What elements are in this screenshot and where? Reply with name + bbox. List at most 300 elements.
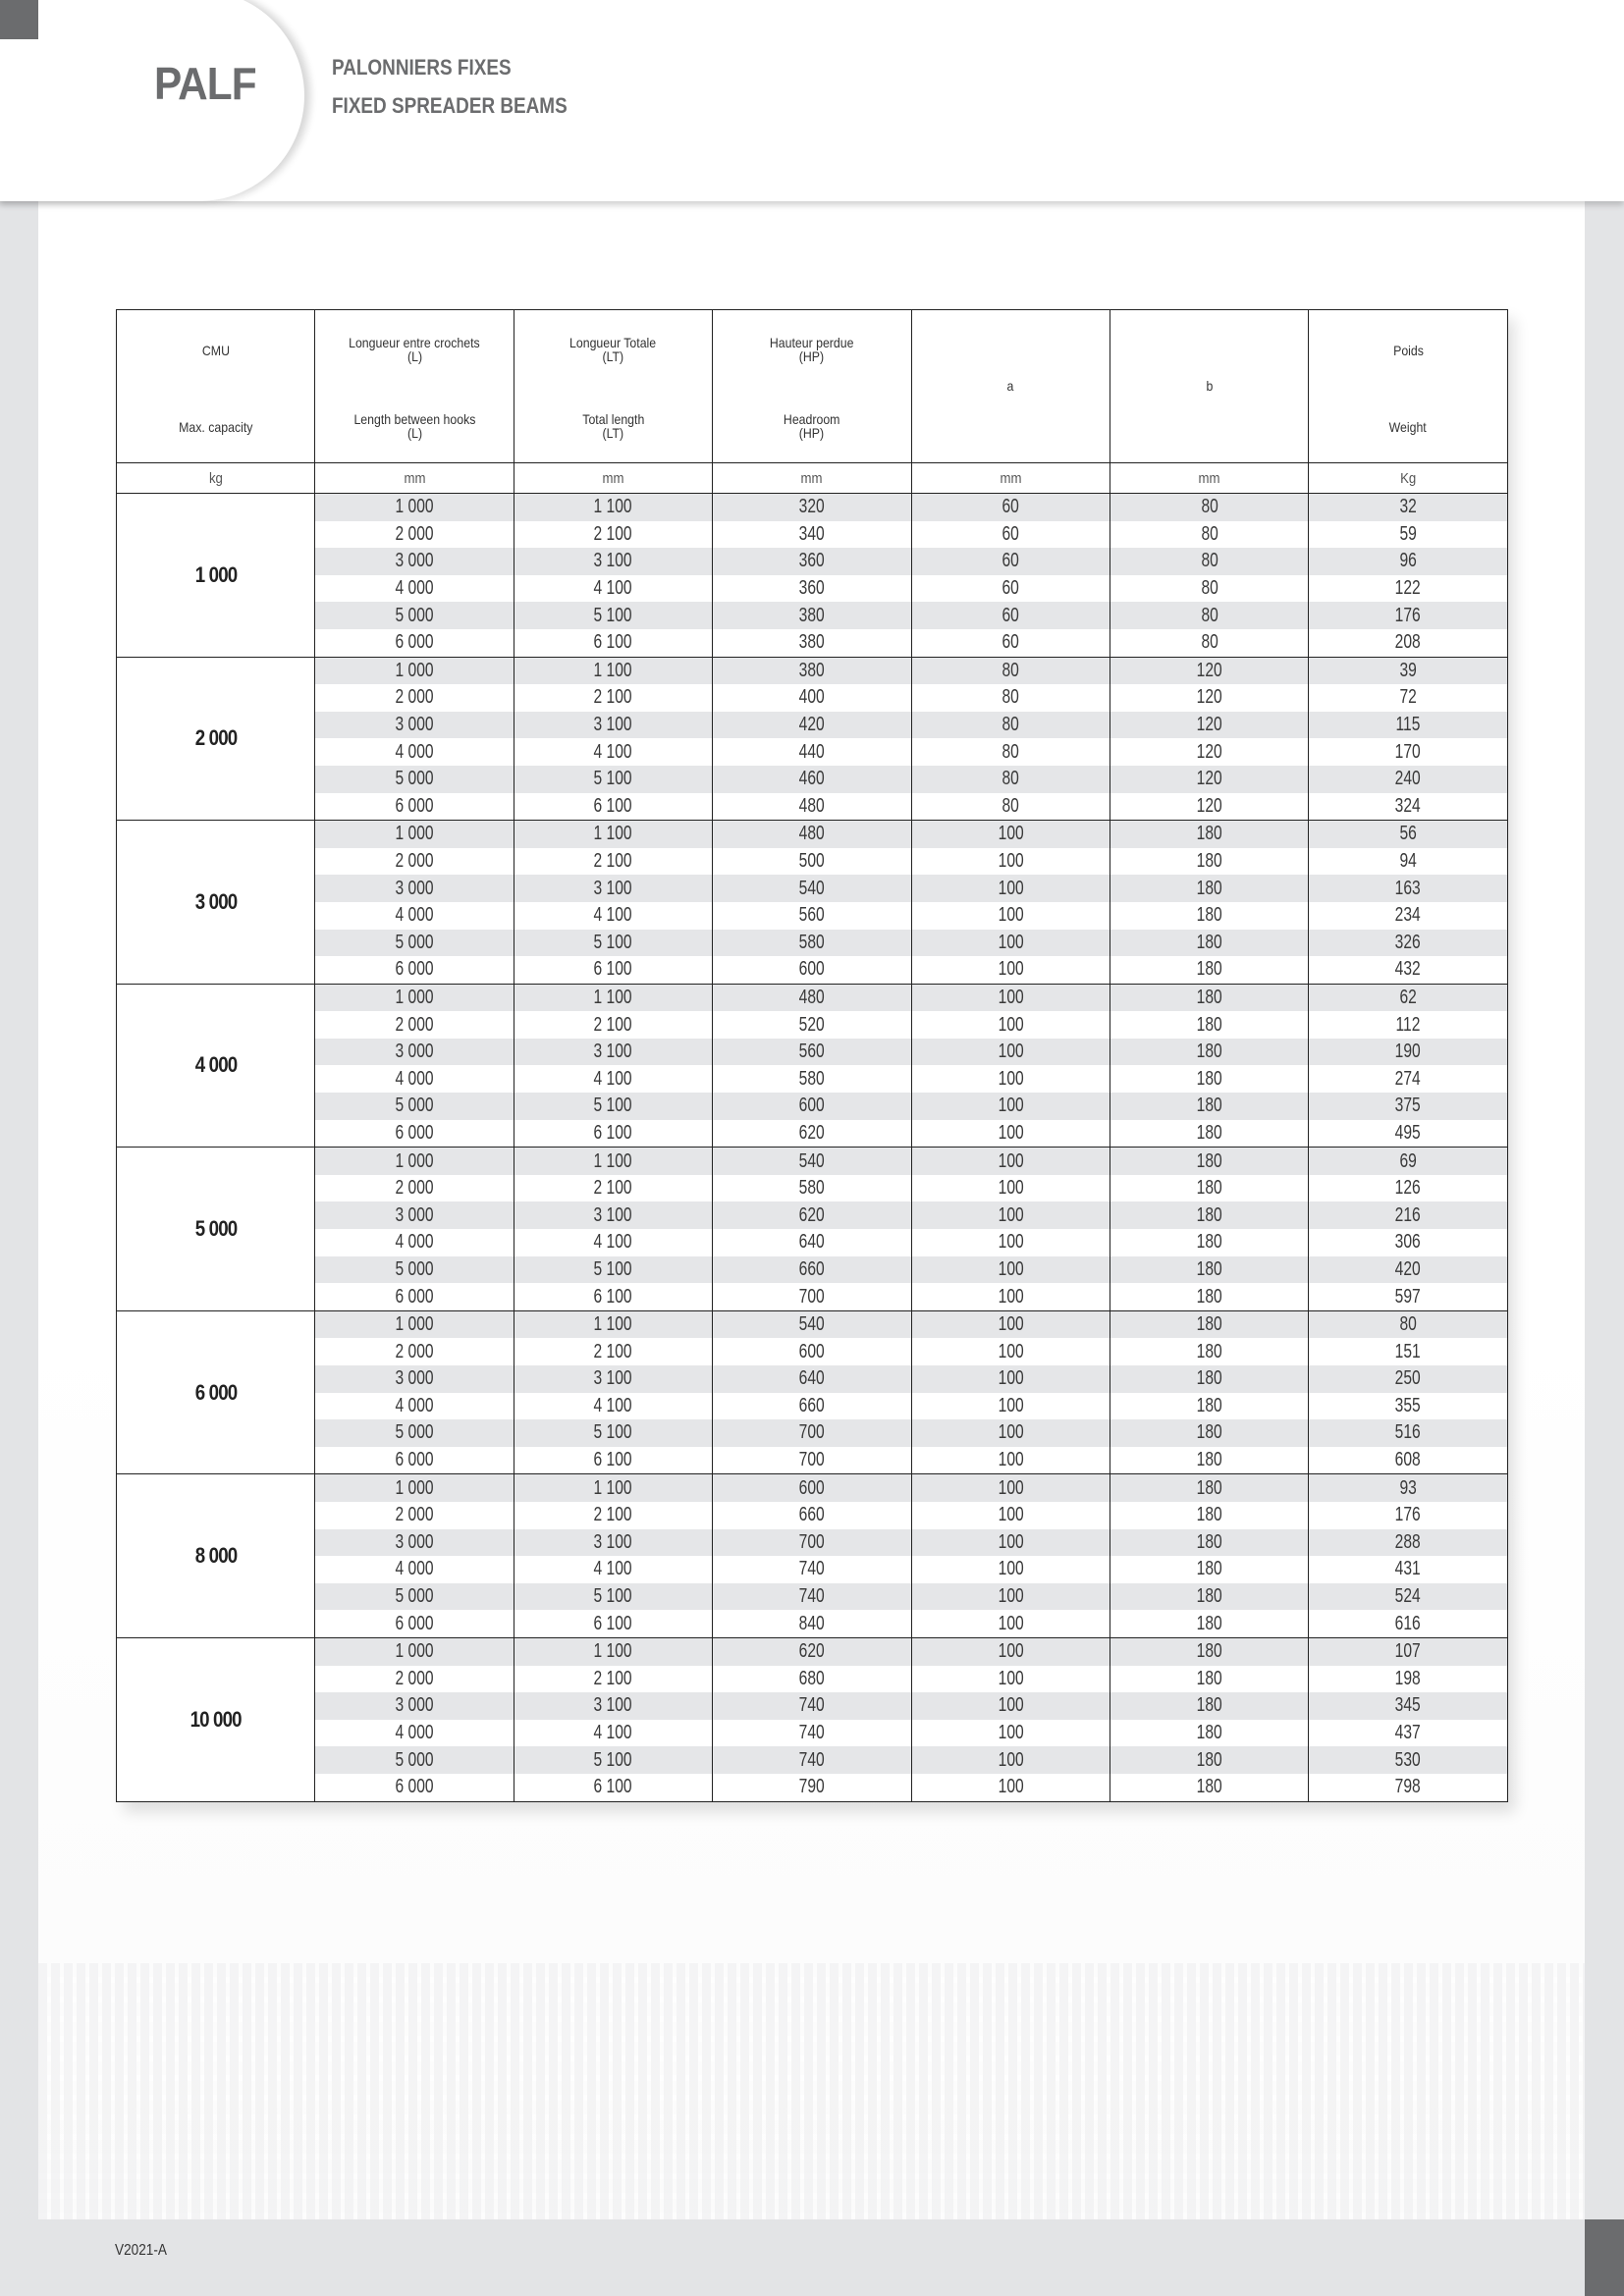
cell-a (911, 1148, 1110, 1175)
cell-value: 3 000 (395, 1041, 434, 1063)
cell-total-length (514, 1175, 712, 1202)
column-header-length-between-hooks (315, 310, 514, 463)
cell-value: 6 100 (593, 1449, 632, 1471)
cmu-capacity-cell (117, 1474, 315, 1638)
cell-length-between-hooks (315, 1692, 514, 1720)
header-row (117, 310, 1508, 463)
cell-length-between-hooks (315, 1746, 514, 1774)
title-french: PALONNIERS FIXES (332, 55, 512, 80)
cell-length-between-hooks (315, 1774, 514, 1801)
cell-value: 2 000 (395, 686, 434, 709)
cell-value: 180 (1196, 1421, 1222, 1444)
cell-value: 608 (1395, 1449, 1422, 1471)
cell-length-between-hooks (315, 875, 514, 902)
cell-weight (1309, 956, 1507, 984)
cell-a (911, 1746, 1110, 1774)
cell-a (911, 1720, 1110, 1747)
cell-headroom (713, 494, 911, 521)
cell-value: 5 100 (593, 1748, 632, 1771)
cell-weight (1309, 1393, 1507, 1420)
cell-weight (1309, 1556, 1507, 1583)
cell-value: 6 100 (593, 958, 632, 981)
cell-value: 495 (1395, 1121, 1422, 1144)
cell-value: 100 (998, 904, 1024, 927)
cell-length-between-hooks (315, 1283, 514, 1310)
cell-value: 100 (998, 1340, 1024, 1362)
cell-a (911, 766, 1110, 793)
cell-value: 540 (798, 877, 825, 899)
cell-headroom (713, 1610, 911, 1637)
cell-value: 4 000 (395, 1231, 434, 1254)
cell-length-between-hooks (315, 1447, 514, 1474)
cell-value: 180 (1196, 1041, 1222, 1063)
cell-total-length (514, 738, 712, 766)
cell-weight (1309, 793, 1507, 821)
cell-value: 2 000 (395, 1013, 434, 1036)
cell-value: 180 (1196, 931, 1222, 953)
cell-value: 100 (998, 931, 1024, 953)
cell-value: 112 (1395, 1013, 1421, 1036)
cell-value: 345 (1395, 1694, 1422, 1717)
cell-value: 620 (798, 1203, 825, 1226)
cell-value: 100 (998, 1013, 1024, 1036)
unit-label: mm (602, 469, 624, 487)
table-row (117, 629, 1508, 657)
cell-value: 180 (1196, 1340, 1222, 1362)
cell-value: 100 (998, 1285, 1024, 1308)
cell-value: 120 (1196, 714, 1222, 736)
cell-length-between-hooks (315, 1610, 514, 1637)
header-label-fr: Longueur Totale (569, 335, 657, 350)
cell-value: 840 (798, 1612, 825, 1634)
cell-value: 100 (998, 1748, 1024, 1771)
cell-value: 180 (1196, 1722, 1222, 1744)
cell-value: 480 (798, 823, 825, 845)
cell-value: 176 (1395, 604, 1422, 626)
cell-b (1110, 956, 1308, 984)
cell-value: 72 (1399, 686, 1417, 709)
cell-value: 180 (1196, 1313, 1222, 1336)
table-row (117, 1310, 1508, 1338)
cell-weight (1309, 575, 1507, 603)
cell-value: 5 000 (395, 768, 434, 790)
cell-weight (1309, 1610, 1507, 1637)
cell-value: 375 (1395, 1095, 1422, 1117)
header-sublabel-fr: (LT) (602, 348, 624, 364)
cell-headroom (713, 1201, 911, 1229)
cell-weight (1309, 902, 1507, 930)
cell-value: 80 (1200, 522, 1218, 545)
cell-headroom (713, 1011, 911, 1039)
cell-weight (1309, 1120, 1507, 1148)
cell-total-length (514, 1746, 712, 1774)
cell-weight (1309, 1283, 1507, 1310)
table-row (117, 1556, 1508, 1583)
cell-weight (1309, 1148, 1507, 1175)
cell-value: 60 (1001, 631, 1019, 654)
cell-length-between-hooks (315, 930, 514, 957)
cell-weight (1309, 1011, 1507, 1039)
cell-value: 3 100 (593, 1041, 632, 1063)
cell-total-length (514, 494, 712, 521)
cell-length-between-hooks (315, 548, 514, 575)
cell-value: 4 100 (593, 1231, 632, 1254)
cell-b (1110, 930, 1308, 957)
cell-b (1110, 1637, 1308, 1665)
cell-b (1110, 657, 1308, 684)
cell-a (911, 548, 1110, 575)
cell-headroom (713, 956, 911, 984)
cell-value: 180 (1196, 904, 1222, 927)
cell-a (911, 1583, 1110, 1611)
cell-value: 6 000 (395, 794, 434, 817)
cell-value: 4 000 (395, 1394, 434, 1416)
cell-value: 4 100 (593, 577, 632, 600)
cell-total-length (514, 984, 712, 1011)
cell-value: 5 000 (395, 1421, 434, 1444)
cell-a (911, 738, 1110, 766)
table-row (117, 1637, 1508, 1665)
cell-b (1110, 548, 1308, 575)
cell-value: 1 000 (395, 496, 434, 518)
cell-value: 180 (1196, 1504, 1222, 1526)
cell-length-between-hooks (315, 1065, 514, 1093)
cell-headroom (713, 1065, 911, 1093)
cell-total-length (514, 1474, 712, 1502)
cell-value: 320 (798, 496, 825, 518)
table-row (117, 1229, 1508, 1256)
cell-b (1110, 738, 1308, 766)
cell-headroom (713, 1039, 911, 1066)
cell-value: 4 000 (395, 577, 434, 600)
cell-value: 80 (1001, 714, 1019, 736)
cell-b (1110, 1283, 1308, 1310)
cell-value: 500 (798, 850, 825, 873)
cell-headroom (713, 1338, 911, 1365)
cell-value: 100 (998, 1776, 1024, 1798)
cell-b (1110, 1666, 1308, 1693)
cell-b (1110, 1011, 1308, 1039)
cell-a (911, 1610, 1110, 1637)
cell-a (911, 684, 1110, 712)
cell-value: 700 (798, 1421, 825, 1444)
cell-a (911, 1529, 1110, 1557)
cell-headroom (713, 1093, 911, 1120)
cell-value: 180 (1196, 958, 1222, 981)
cell-value: 640 (798, 1367, 825, 1390)
cell-value: 700 (798, 1449, 825, 1471)
cell-headroom (713, 821, 911, 848)
cell-length-between-hooks (315, 1419, 514, 1447)
cell-value: 80 (1200, 577, 1218, 600)
cell-value: 180 (1196, 1203, 1222, 1226)
cell-total-length (514, 1256, 712, 1284)
cell-b (1110, 848, 1308, 876)
cell-value: 600 (798, 1476, 825, 1499)
cell-total-length (514, 1201, 712, 1229)
cell-value: 5 000 (395, 1257, 434, 1280)
cell-a (911, 1774, 1110, 1801)
cell-value: 180 (1196, 1367, 1222, 1390)
unit-cell-b (1110, 463, 1308, 494)
cell-value: 400 (798, 686, 825, 709)
cell-value: 5 100 (593, 931, 632, 953)
table-row (117, 984, 1508, 1011)
cell-headroom (713, 1720, 911, 1747)
cell-weight (1309, 657, 1507, 684)
cell-value: 5 100 (593, 1421, 632, 1444)
cell-headroom (713, 712, 911, 739)
cell-value: 340 (798, 522, 825, 545)
cell-value: 100 (998, 1694, 1024, 1717)
cell-value: 60 (1001, 496, 1019, 518)
cell-value: 115 (1395, 714, 1421, 736)
cell-b (1110, 1065, 1308, 1093)
cell-a (911, 848, 1110, 876)
cell-value: 100 (998, 1667, 1024, 1689)
cell-a (911, 494, 1110, 521)
table-row (117, 793, 1508, 821)
cell-length-between-hooks (315, 1229, 514, 1256)
cell-value: 460 (798, 768, 825, 790)
cell-b (1110, 1556, 1308, 1583)
cell-a (911, 1065, 1110, 1093)
cell-total-length (514, 821, 712, 848)
cell-total-length (514, 930, 712, 957)
cell-value: 480 (798, 794, 825, 817)
header-sublabel-en: (L) (406, 425, 422, 441)
cell-value: 4 000 (395, 904, 434, 927)
cmu-capacity-cell (117, 1310, 315, 1474)
cell-a (911, 1556, 1110, 1583)
cell-value: 660 (798, 1394, 825, 1416)
cell-value: 208 (1395, 631, 1422, 654)
cell-value: 180 (1196, 1449, 1222, 1471)
cell-value: 597 (1395, 1285, 1422, 1308)
cell-value: 3 000 (395, 877, 434, 899)
cell-b (1110, 1310, 1308, 1338)
cell-value: 180 (1196, 1149, 1222, 1172)
cell-value: 360 (798, 550, 825, 572)
cell-length-between-hooks (315, 1365, 514, 1393)
cell-b (1110, 1610, 1308, 1637)
cmu-capacity-cell (117, 494, 315, 658)
cell-a (911, 1175, 1110, 1202)
cell-weight (1309, 1583, 1507, 1611)
cell-weight (1309, 1419, 1507, 1447)
cell-length-between-hooks (315, 1502, 514, 1529)
cell-weight (1309, 1666, 1507, 1693)
cell-length-between-hooks (315, 902, 514, 930)
cell-length-between-hooks (315, 1393, 514, 1420)
cell-value: 6 000 (395, 958, 434, 981)
cell-headroom (713, 1447, 911, 1474)
cell-value: 6 100 (593, 631, 632, 654)
unit-label: mm (404, 469, 426, 487)
header-sublabel-fr: (HP) (799, 348, 825, 364)
cell-value: 580 (798, 931, 825, 953)
cell-value: 798 (1395, 1776, 1422, 1798)
cell-length-between-hooks (315, 657, 514, 684)
cell-value: 80 (1001, 659, 1019, 681)
cell-value: 240 (1395, 768, 1422, 790)
cell-value: 5 100 (593, 1095, 632, 1117)
table-row (117, 1610, 1508, 1637)
page-edge-tab (1585, 2219, 1624, 2296)
cell-value: 380 (798, 604, 825, 626)
table-row (117, 1065, 1508, 1093)
cell-value: 480 (798, 986, 825, 1008)
cell-a (911, 902, 1110, 930)
cell-value: 80 (1001, 794, 1019, 817)
table-row (117, 494, 1508, 521)
cell-headroom (713, 1746, 911, 1774)
unit-label: mm (1000, 469, 1022, 487)
cell-headroom (713, 1529, 911, 1557)
cmu-capacity-cell (117, 1637, 315, 1801)
cell-value: 380 (798, 631, 825, 654)
cell-total-length (514, 1610, 712, 1637)
cell-value: 740 (798, 1748, 825, 1771)
cell-value: 60 (1001, 604, 1019, 626)
cell-value: 2 100 (593, 850, 632, 873)
cell-weight (1309, 1175, 1507, 1202)
cell-b (1110, 766, 1308, 793)
cell-a (911, 1310, 1110, 1338)
cell-a (911, 629, 1110, 657)
cell-total-length (514, 1393, 712, 1420)
cell-value: 616 (1395, 1612, 1422, 1634)
cell-headroom (713, 984, 911, 1011)
cell-length-between-hooks (315, 1583, 514, 1611)
cell-value: 1 000 (395, 986, 434, 1008)
cell-value: 1 000 (395, 823, 434, 845)
cell-value: 740 (798, 1558, 825, 1580)
table-row (117, 1256, 1508, 1284)
cell-total-length (514, 1502, 712, 1529)
table-row (117, 1746, 1508, 1774)
header-label-en: Headroom (784, 411, 840, 427)
cell-value: 3 000 (395, 1367, 434, 1390)
cell-length-between-hooks (315, 712, 514, 739)
cell-value: 180 (1196, 986, 1222, 1008)
cell-total-length (514, 629, 712, 657)
cell-value: 5 100 (593, 1257, 632, 1280)
cell-length-between-hooks (315, 684, 514, 712)
cell-weight (1309, 1229, 1507, 1256)
cell-b (1110, 629, 1308, 657)
cell-weight (1309, 521, 1507, 549)
cell-value: 2 100 (593, 1177, 632, 1200)
table-row (117, 1148, 1508, 1175)
cell-value: 60 (1001, 550, 1019, 572)
cell-b (1110, 902, 1308, 930)
cell-length-between-hooks (315, 494, 514, 521)
title-english: FIXED SPREADER BEAMS (332, 93, 568, 118)
cell-b (1110, 1720, 1308, 1747)
cell-value: 120 (1196, 740, 1222, 763)
cell-weight (1309, 766, 1507, 793)
cell-value: 560 (798, 1041, 825, 1063)
cell-value: 2 100 (593, 1340, 632, 1362)
cell-weight (1309, 848, 1507, 876)
cell-a (911, 1637, 1110, 1665)
cell-value: 3 000 (395, 550, 434, 572)
cell-value: 306 (1395, 1231, 1422, 1254)
table-row (117, 1583, 1508, 1611)
cell-value: 432 (1395, 958, 1422, 981)
cell-value: 680 (798, 1667, 825, 1689)
unit-label: Kg (1399, 469, 1417, 487)
cell-length-between-hooks (315, 1093, 514, 1120)
cell-headroom (713, 1666, 911, 1693)
cell-value: 180 (1196, 877, 1222, 899)
cell-value: 2 000 (395, 1667, 434, 1689)
cell-weight (1309, 1256, 1507, 1284)
cell-value: 4 100 (593, 1394, 632, 1416)
cell-value: 6 000 (395, 1612, 434, 1634)
cell-value: 56 (1399, 823, 1417, 845)
cell-value: 1 100 (593, 659, 632, 681)
cell-a (911, 1229, 1110, 1256)
cell-value: 640 (798, 1231, 825, 1254)
cell-value: 4 000 (395, 1722, 434, 1744)
cell-value: 700 (798, 1530, 825, 1553)
cell-length-between-hooks (315, 1256, 514, 1284)
table-row (117, 902, 1508, 930)
cell-value: 530 (1395, 1748, 1422, 1771)
cell-value: 180 (1196, 850, 1222, 873)
cell-value: 100 (998, 1231, 1024, 1254)
cell-length-between-hooks (315, 793, 514, 821)
cell-value: 6 100 (593, 794, 632, 817)
unit-cell-weight (1309, 463, 1507, 494)
cell-value: 190 (1395, 1041, 1422, 1063)
header-label: b (1206, 378, 1214, 394)
specifications-table-container (116, 309, 1507, 1802)
cell-value: 520 (798, 1013, 825, 1036)
cell-headroom (713, 1365, 911, 1393)
table-row (117, 684, 1508, 712)
cell-total-length (514, 602, 712, 629)
cell-length-between-hooks (315, 602, 514, 629)
cell-value: 790 (798, 1776, 825, 1798)
cell-value: 560 (798, 904, 825, 927)
cell-value: 151 (1395, 1340, 1422, 1362)
cmu-value: 4 000 (194, 1052, 237, 1078)
table-row (117, 1175, 1508, 1202)
cell-value: 180 (1196, 1585, 1222, 1608)
cell-total-length (514, 1039, 712, 1066)
cell-b (1110, 494, 1308, 521)
cell-headroom (713, 1310, 911, 1338)
cell-a (911, 1011, 1110, 1039)
cell-a (911, 821, 1110, 848)
table-row (117, 930, 1508, 957)
cell-b (1110, 1256, 1308, 1284)
table-row (117, 1666, 1508, 1693)
header-label-en: Weight (1388, 419, 1428, 435)
cell-total-length (514, 712, 712, 739)
cell-a (911, 1120, 1110, 1148)
cell-total-length (514, 657, 712, 684)
cell-a (911, 930, 1110, 957)
cell-b (1110, 1093, 1308, 1120)
cell-weight (1309, 1502, 1507, 1529)
cell-total-length (514, 1556, 712, 1583)
column-header-cmu (117, 310, 315, 463)
cell-b (1110, 1419, 1308, 1447)
